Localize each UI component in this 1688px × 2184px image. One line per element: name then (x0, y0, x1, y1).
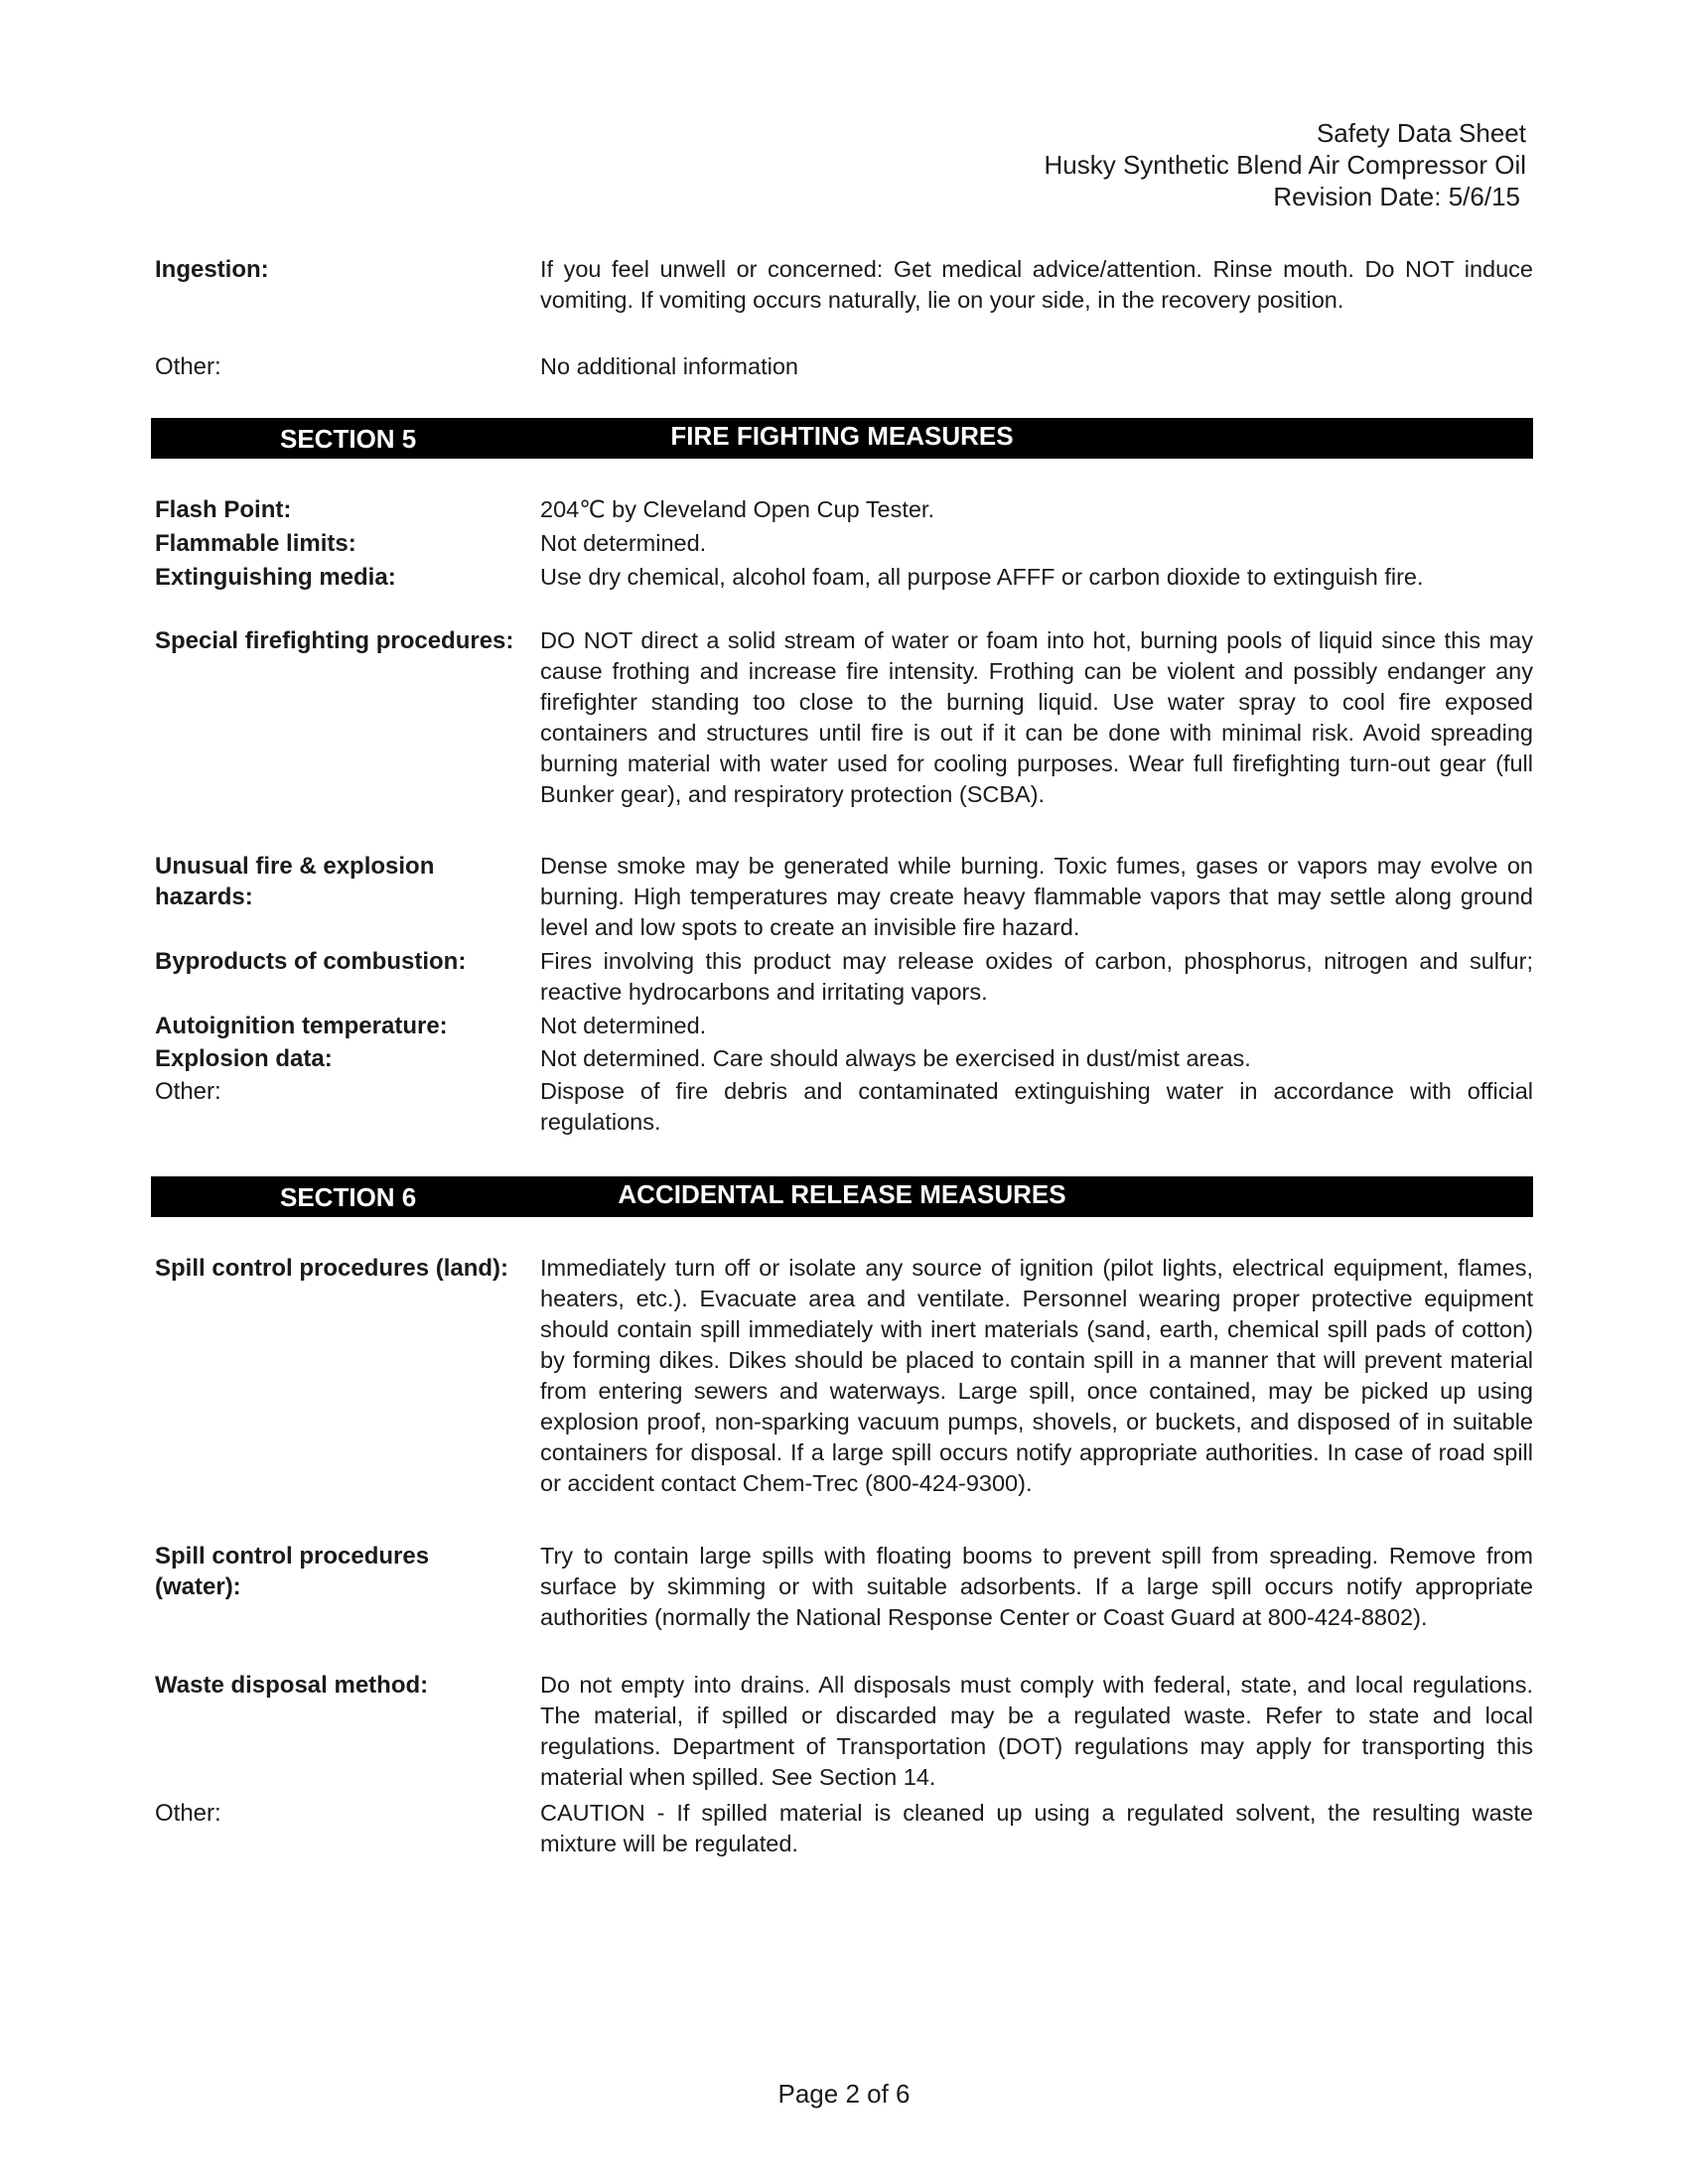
extinguishing-media-text: Use dry chemical, alcohol foam, all purpose AFFF or carbon dioxide to extinguish fire. (540, 564, 1424, 590)
spill-land-text: Immediately turn off or isolate any source of ignition (pilot lights, electrical equipment, flames, heaters, etc.). Evacuate area and ventilate. Personnel wearing proper protective equipment should contain spill immediately with inert materials (sand, earth, chemical spill pads of cotton) by forming dikes. Dikes should be placed to contain spill in a manner that will prevent material from entering sewers and waterways. Large spill, once contained, may be picked up using explosion proof, non-sparking vacuum pumps, shovels, or buckets, and disposed of in suitable containers for disposal. If a large spill occurs notify appropriate authorities. In case of road spill or accident contact Chem-Trec (800-424-9300). (540, 1255, 1533, 1496)
doc-type: Safety Data Sheet (1316, 118, 1526, 148)
special-procedures-text: DO NOT direct a solid stream of water or foam into hot, burning pools of liquid since this may cause frothing and increase fire intensity. Frothing can be violent and possibly endanger any firefighter standing too close to the burning liquid. Use water spray to cool fire exposed containers and structures until fire is out if it can be done with minimal risk. Avoid spreading burning material with water used for cooling purposes. Wear full firefighting turn-out gear (full Bunker gear), and respiratory protection (SCBA). (540, 627, 1533, 807)
section-5-title: FIRE FIGHTING MEASURES (670, 421, 1014, 451)
s6-other-label: Other: (155, 1800, 221, 1827)
waste-disposal-text: Do not empty into drains. All disposals must comply with federal, state, and local regulations. The material, if spilled or discarded may be a regulated waste. Refer to state and local regulations. Department of Transportation (DOT) regulations may apply for transporting this material when spilled. See Section 14. (540, 1672, 1533, 1790)
section-5-number: SECTION 5 (280, 424, 417, 454)
section-6-header (151, 1176, 1533, 1217)
ingestion-label: Ingestion: (155, 256, 269, 283)
flammable-limits-label: Flammable limits: (155, 530, 356, 557)
section-6-number: SECTION 6 (280, 1182, 417, 1212)
byproducts-label: Byproducts of combustion: (155, 948, 467, 975)
unusual-hazards-text: Dense smoke may be generated while burning. Toxic fumes, gases or vapors may evolve on burning. High temperatures may create heavy flammable vapors that may settle along ground level and low spots to create an invisible fire hazard. (540, 853, 1533, 940)
special-procedures-label: Special firefighting procedures: (155, 627, 514, 654)
flash-point-label: Flash Point: (155, 496, 292, 523)
s4-other-text: No additional information (540, 353, 798, 379)
s4-other-label: Other: (155, 353, 221, 380)
spill-water-label: Spill control procedures (water): (155, 1543, 430, 1600)
document-header (1044, 117, 1526, 212)
revision-date: Revision Date: 5/6/15 (1273, 182, 1520, 211)
unusual-hazards-label: Unusual fire & explosion hazards: (155, 853, 435, 910)
spill-water-text: Try to contain large spills with floating booms to prevent spill from spreading. Remove from surface by skimming or with suitable adsorbents. If a large spill occurs notify appropriate authorities (normally the National Response Center or Coast Guard at 800-424-8802). (540, 1543, 1533, 1630)
s5-other-label: Other: (155, 1078, 221, 1105)
section-6-title: ACCIDENTAL RELEASE MEASURES (618, 1179, 1066, 1209)
byproducts-text: Fires involving this product may release oxides of carbon, phosphorus, nitrogen and sulfur; reactive hydrocarbons and irritating vapors. (540, 948, 1533, 1005)
waste-disposal-label: Waste disposal method: (155, 1672, 429, 1699)
autoignition-label: Autoignition temperature: (155, 1013, 448, 1039)
page-number: Page 2 of 6 (777, 2079, 911, 2109)
spill-land-label: Spill control procedures (land): (155, 1255, 509, 1282)
s6-other-text: CAUTION - If spilled material is cleaned up using a regulated solvent, the resulting waste mixture will be regulated. (540, 1800, 1533, 1856)
extinguishing-media-label: Extinguishing media: (155, 564, 396, 591)
product-name: Husky Synthetic Blend Air Compressor Oil (1044, 150, 1526, 180)
flammable-limits-text: Not determined. (540, 530, 707, 556)
explosion-data-text: Not determined. Care should always be exercised in dust/mist areas. (540, 1045, 1251, 1071)
section-5-header (151, 418, 1533, 459)
explosion-data-label: Explosion data: (155, 1045, 333, 1072)
s5-other-text: Dispose of fire debris and contaminated extinguishing water in accordance with official regulations. (540, 1078, 1533, 1135)
autoignition-text: Not determined. (540, 1013, 707, 1038)
ingestion-text: If you feel unwell or concerned: Get medical advice/attention. Rinse mouth. Do NOT induce vomiting. If vomiting occurs naturally, lie on your side, in the recovery position. (540, 256, 1533, 313)
flash-point-text: 204℃ by Cleveland Open Cup Tester. (540, 496, 934, 522)
